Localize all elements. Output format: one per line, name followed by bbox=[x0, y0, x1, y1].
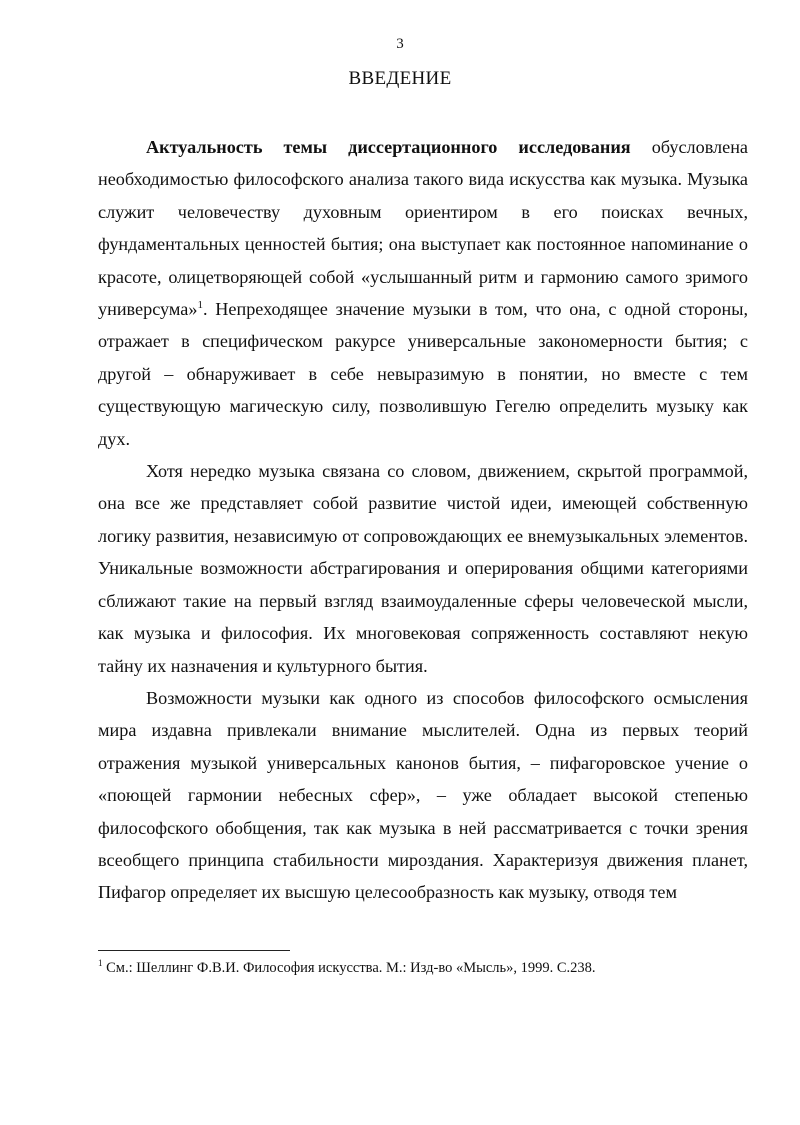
footnote-text: См.: Шеллинг Ф.В.И. Философия искусства. М.: Изд-во «Мысль», 1999. С.238. bbox=[102, 960, 596, 976]
page-title: ВВЕДЕНИЕ bbox=[348, 68, 452, 89]
paragraph-1-text: обусловлена необходимостью философского анализа такого вида искусства как музыка. Музыка служит человечеству духовным ориентиром в его поисках вечных, фундаментальных ценностей бытия; она выступает как постоянное напоминание о красоте, олицетворяющей собой «услышанный ритм и гармонию самого зримого универсума» bbox=[98, 137, 748, 320]
footnote-reference: 1 bbox=[197, 298, 203, 311]
paragraph-2: Хотя нередко музыка связана со словом, движением, скрытой программой, она все же представляет собой развитие чистой идеи, имеющей собственную логику развития, независимую от сопровождающих ее внемузыкальных элементов. Уникальные возможности абстрагирования и оперирования общими категориями сближают такие на первый взгляд взаимоудаленные сферы человеческой мысли, как музыка и философия. Их многовековая сопряженность составляют некую тайну их назначения и культурного бытия. bbox=[98, 461, 748, 676]
page-number: 3 bbox=[396, 36, 404, 52]
footnote bbox=[98, 958, 748, 978]
footnote-divider bbox=[98, 950, 290, 951]
paragraph-1-text-cont: . Непреходящее значение музыки в том, что она, с одной стороны, отражает в специфическом ракурсе универсальные закономерности бытия; с другой – обнаруживает в себе невыразимую в понятии, но вместе с тем существующую магическую силу, позволившую Гегелю определить музыку как дух. bbox=[98, 299, 748, 449]
paragraph-1 bbox=[98, 131, 748, 455]
body-text bbox=[98, 131, 748, 909]
paragraph-1-bold-lead: Актуальность темы диссертационного исследования bbox=[146, 137, 631, 157]
paragraph-3: Возможности музыки как одного из способов философского осмысления мира издавна привлекали внимание мыслителей. Одна из первых теорий отражения музыкой универсальных канонов бытия, – пифагоровское учение о «поющей гармонии небесных сфер», – уже обладает высокой степенью философского обобщения, так как музыка в ней рассматривается с точки зрения всеобщего принципа стабильности мироздания. Характеризуя движения планет, Пифагор определяет их высшую целесообразность как музыку, отводя тем bbox=[98, 687, 748, 903]
footnote-mark: 1 bbox=[98, 958, 103, 969]
